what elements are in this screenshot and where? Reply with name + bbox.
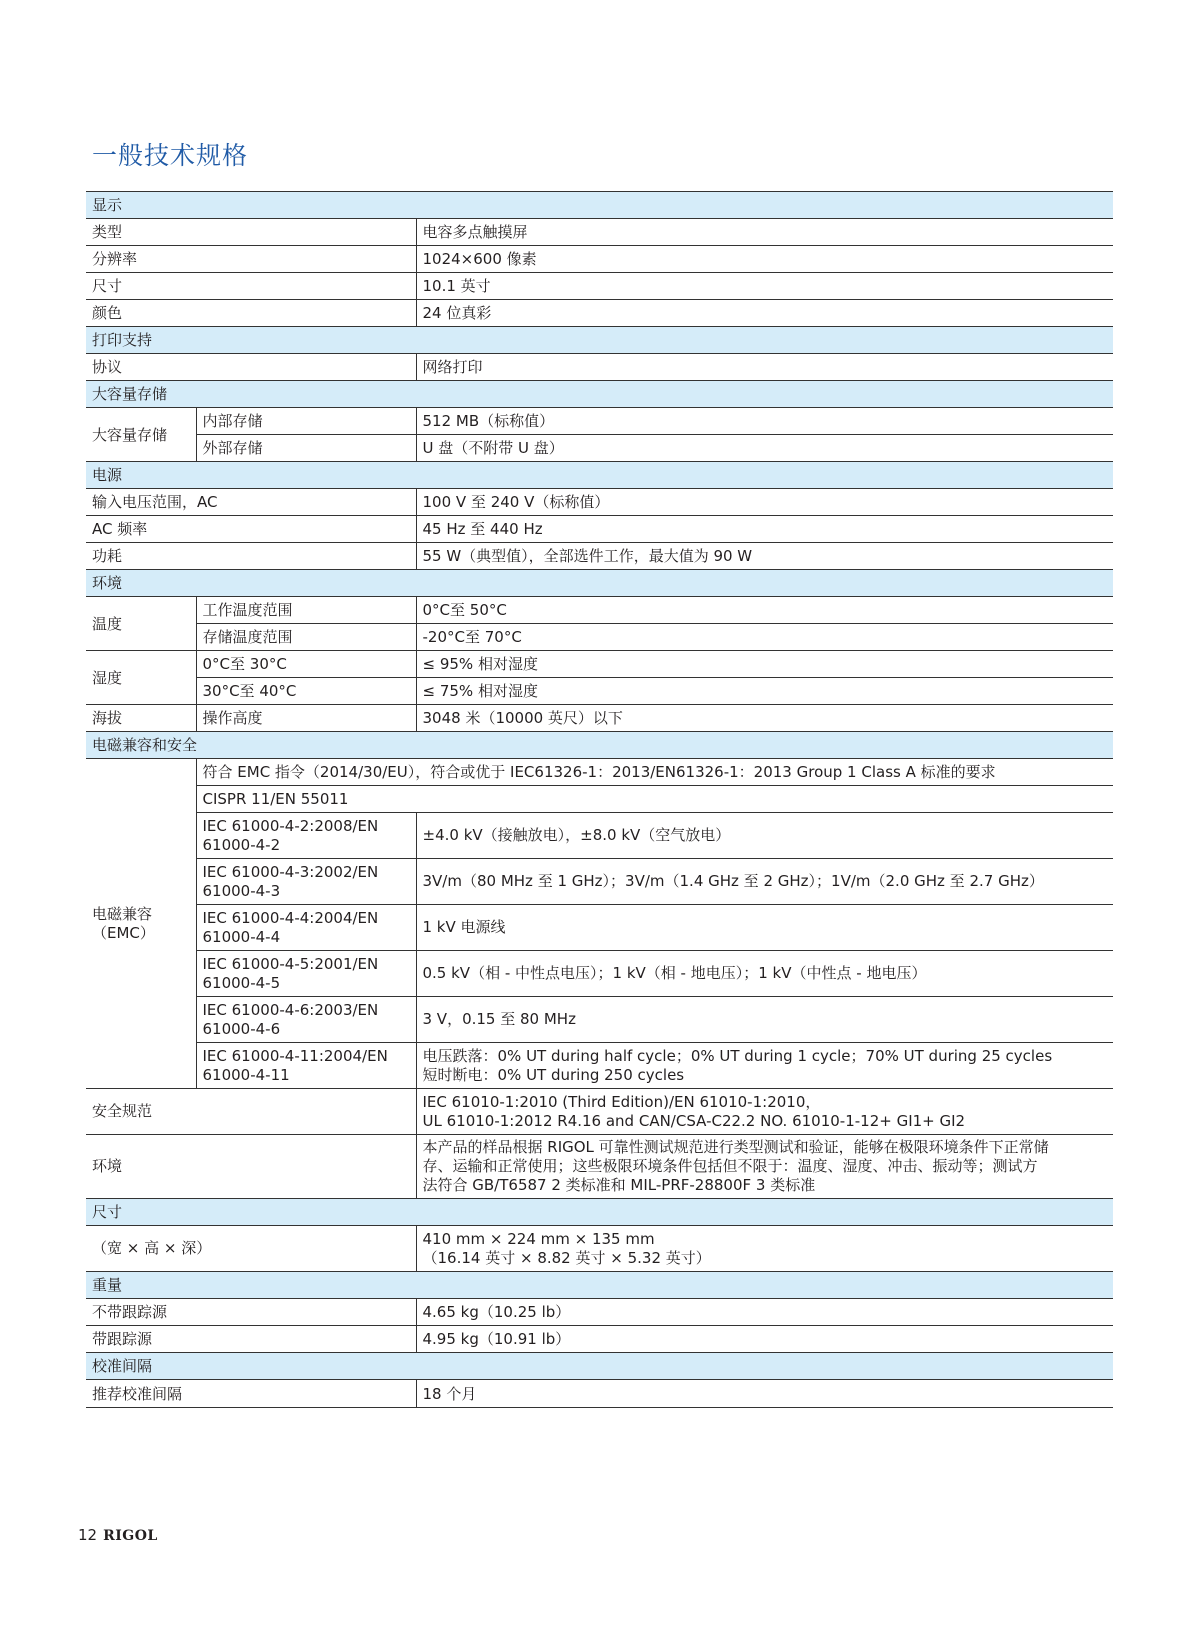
table-row: 大容量存储 内部存储 512 MB（标称值） xyxy=(86,408,1113,435)
table-row: 安全规范 IEC 61010-1:2010 (Third Edition)/EN 61010-1:2010， UL 61010-1:2012 R4.16 and CAN/CSA-C22.2 NO. 61010-1-12+ GI1+ GI2 xyxy=(86,1089,1113,1135)
table-row: 电磁兼容 （EMC） 符合 EMC 指令（2014/30/EU），符合或优于 IEC61326-1：2013/EN61326-1：2013 Group 1 Class A 标准的要求 xyxy=(86,759,1113,786)
table-row: IEC 61000-4-4:2004/EN 61000-4-4 1 kV 电源线 xyxy=(86,905,1113,951)
section-header-calibration: 校准间隔 xyxy=(86,1353,1113,1380)
table-row: 颜色 24 位真彩 xyxy=(86,300,1113,327)
table-row: 海拔 操作高度 3048 米（10000 英尺）以下 xyxy=(86,705,1113,732)
table-row: 温度 工作温度范围 0°C至 50°C xyxy=(86,597,1113,624)
table-row: IEC 61000-4-2:2008/EN 61000-4-2 ±4.0 kV（接触放电），±8.0 kV（空气放电） xyxy=(86,813,1113,859)
table-row: 湿度 0°C至 30°C ≤ 95% 相对湿度 xyxy=(86,651,1113,678)
section-header-dimensions: 尺寸 xyxy=(86,1199,1113,1226)
emc-group-label: 电磁兼容 （EMC） xyxy=(86,759,196,1089)
table-row: 带跟踪源 4.95 kg（10.91 lb） xyxy=(86,1326,1113,1353)
section-header-environment: 环境 xyxy=(86,570,1113,597)
table-row: 尺寸 10.1 英寸 xyxy=(86,273,1113,300)
table-row: 30°C至 40°C ≤ 75% 相对湿度 xyxy=(86,678,1113,705)
page-title: 一般技术规格 xyxy=(92,141,249,170)
table-row: IEC 61000-4-3:2002/EN 61000-4-3 3V/m（80 MHz 至 1 GHz）；3V/m（1.4 GHz 至 2 GHz）；1V/m（2.0 GHz 至 2.7 GHz） xyxy=(86,859,1113,905)
table-row: 分辨率 1024×600 像素 xyxy=(86,246,1113,273)
section-header-storage: 大容量存储 xyxy=(86,381,1113,408)
table-row: 推荐校准间隔 18 个月 xyxy=(86,1380,1113,1408)
table-row: AC 频率 45 Hz 至 440 Hz xyxy=(86,516,1113,543)
section-header-print: 打印支持 xyxy=(86,327,1113,354)
table-row: 类型 电容多点触摸屏 xyxy=(86,219,1113,246)
table-row: IEC 61000-4-5:2001/EN 61000-4-5 0.5 kV（相 - 中性点电压）；1 kV（相 - 地电压）；1 kV（中性点 - 地电压） xyxy=(86,951,1113,997)
section-header-emc: 电磁兼容和安全 xyxy=(86,732,1113,759)
table-row: 存储温度范围 -20°C至 70°C xyxy=(86,624,1113,651)
section-header-power: 电源 xyxy=(86,462,1113,489)
table-row: 不带跟踪源 4.65 kg（10.25 lb） xyxy=(86,1299,1113,1326)
table-row: IEC 61000-4-6:2003/EN 61000-4-6 3 V，0.15 至 80 MHz xyxy=(86,997,1113,1043)
table-row: 功耗 55 W（典型值），全部选件工作，最大值为 90 W xyxy=(86,543,1113,570)
section-header-display: 显示 xyxy=(86,192,1113,219)
section-header-weight: 重量 xyxy=(86,1272,1113,1299)
table-row: IEC 61000-4-11:2004/EN 61000-4-11 电压跌落：0% UT during half cycle；0% UT during 1 cycle；70% UT during 25 cycles 短时断电：0% UT during 250 cycles xyxy=(86,1043,1113,1089)
brand-logo: RIGOL xyxy=(103,1528,158,1544)
page-footer xyxy=(78,1526,158,1544)
spec-table xyxy=(86,191,1113,1408)
table-row: 输入电压范围，AC 100 V 至 240 V（标称值） xyxy=(86,489,1113,516)
table-row: CISPR 11/EN 55011 xyxy=(86,786,1113,813)
table-row: 环境 本产品的样品根据 RIGOL 可靠性测试规范进行类型测试和验证，能够在极限环境条件下正常储 存、运输和正常使用；这些极限环境条件包括但不限于：温度、湿度、冲击、振动等；测试方 法符合 GB/T6587 2 类标准和 MIL-PRF-28800F 3 类标准 xyxy=(86,1135,1113,1199)
table-row: 外部存储 U 盘（不附带 U 盘） xyxy=(86,435,1113,462)
page-number: 12 xyxy=(78,1526,98,1544)
table-row: （宽 × 高 × 深） 410 mm × 224 mm × 135 mm （16.14 英寸 × 8.82 英寸 × 5.32 英寸） xyxy=(86,1226,1113,1272)
table-row: 协议 网络打印 xyxy=(86,354,1113,381)
